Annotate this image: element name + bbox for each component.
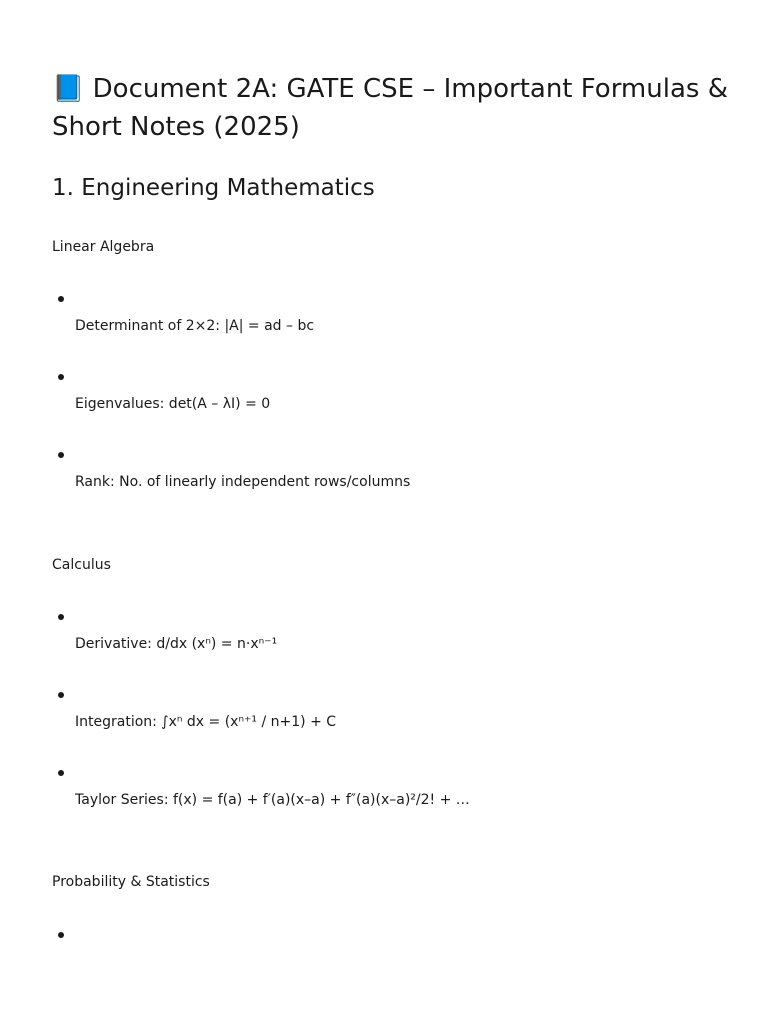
list-item [52,770,732,830]
section-heading: 1. Engineering Mathematics [52,175,375,201]
bullet-icon [58,932,64,938]
list-item [52,374,732,434]
list-item [52,614,732,674]
bullet-icon [58,374,64,380]
bullet-icon [58,692,64,698]
bullet-icon [58,296,64,302]
list-item-text: Rank: No. of linearly independent rows/columns [75,474,411,490]
bullet-icon [58,452,64,458]
bullet-icon [58,770,64,776]
list-item-text: Determinant of 2×2: |A| = ad – bc [75,318,315,334]
subsection-heading-probability-statistics: Probability & Statistics [52,874,210,890]
document-title: 📘 Document 2A: GATE CSE – Important Formulas & Short Notes (2025) [52,74,728,142]
list-item [52,296,732,356]
list-item-text: Derivative: d/dx (xⁿ) = n·xⁿ⁻¹ [75,636,278,652]
list-item-text: Eigenvalues: det(A – λI) = 0 [75,396,271,412]
bullet-icon [58,614,64,620]
list-item [52,452,732,512]
list-item [52,692,732,752]
list-item-text: Taylor Series: f(x) = f(a) + f′(a)(x–a) + f″(a)(x–a)²/2! + … [75,792,470,808]
subsection-heading-calculus: Calculus [52,557,111,573]
list-item-text: Integration: ∫xⁿ dx = (xⁿ⁺¹ / n+1) + C [75,714,337,730]
subsection-heading-linear-algebra: Linear Algebra [52,239,155,255]
list-item [52,932,732,992]
